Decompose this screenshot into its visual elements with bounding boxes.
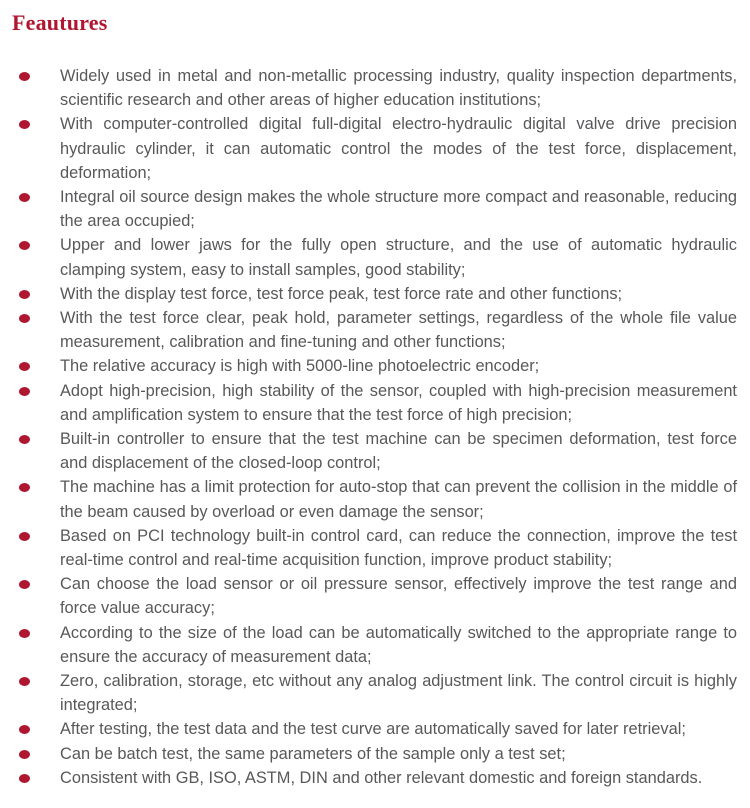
list-item xyxy=(10,112,737,185)
bullet-icon xyxy=(19,72,30,81)
list-item xyxy=(10,233,737,281)
bullet-icon xyxy=(19,193,30,202)
list-item-text: Built-in controller to ensure that the test machine can be specimen deformation, test force and displacement of the closed-loop control; xyxy=(60,430,737,473)
bullet-icon xyxy=(19,435,30,444)
bullet-icon xyxy=(19,677,30,686)
list-item-text: With the test force clear, peak hold, parameter settings, regardless of the whole file value measurement, calibration and fine-tuning and other functions; xyxy=(60,309,737,352)
bullet-icon xyxy=(19,774,30,783)
bullet-icon xyxy=(19,580,30,589)
list-item-text: The relative accuracy is high with 5000-line photoelectric encoder; xyxy=(60,357,540,376)
list-item-text: According to the size of the load can be automatically switched to the appropriate range to ensure the accuracy of measurement data; xyxy=(60,623,737,666)
list-item-text: Widely used in metal and non-metallic processing industry, quality inspection departments, scientific research and other areas of higher education institutions; xyxy=(60,67,737,110)
bullet-icon xyxy=(19,241,30,250)
list-item xyxy=(10,379,737,427)
list-item xyxy=(10,669,737,717)
list-item-text: Consistent with GB, ISO, ASTM, DIN and other relevant domestic and foreign standards. xyxy=(60,768,703,787)
list-item-text: With the display test force, test force peak, test force rate and other functions; xyxy=(60,284,623,303)
list-item-text: Zero, calibration, storage, etc without any analog adjustment link. The control circuit is highly integrated; xyxy=(60,672,737,715)
list-item xyxy=(10,354,737,378)
bullet-icon xyxy=(19,290,30,299)
list-item-text: Can be batch test, the same parameters of the sample only a test set; xyxy=(60,744,566,763)
bullet-icon xyxy=(19,387,30,396)
bullet-icon xyxy=(19,362,30,371)
list-item-text: After testing, the test data and the test curve are automatically saved for later retrieval; xyxy=(60,720,686,739)
page-title: Feautures xyxy=(12,10,108,35)
bullet-icon xyxy=(19,725,30,734)
list-item xyxy=(10,427,737,475)
list-item-text: Adopt high-precision, high stability of the sensor, coupled with high-precision measurement and amplification system to ensure that the test force of high precision; xyxy=(60,381,737,424)
bullet-icon xyxy=(19,120,30,129)
list-item xyxy=(10,524,737,572)
list-item xyxy=(10,742,737,766)
list-item xyxy=(10,621,737,669)
list-item xyxy=(10,717,737,741)
list-item xyxy=(10,475,737,523)
list-item-text: Upper and lower jaws for the fully open structure, and the use of automatic hydraulic clamping system, easy to install samples, good stability; xyxy=(60,236,737,279)
bullet-icon xyxy=(19,314,30,323)
bullet-icon xyxy=(19,750,30,759)
list-item xyxy=(10,766,737,790)
list-item xyxy=(10,64,737,112)
list-item-text: Based on PCI technology built-in control card, can reduce the connection, improve the test real-time control and real-time acquisition function, improve product stability; xyxy=(60,526,737,570)
bullet-icon xyxy=(19,483,30,492)
list-item-text: With computer-controlled digital full-digital electro-hydraulic digital valve drive precision hydraulic cylinder, it can automatic control the modes of the test force, displacement, deformation; xyxy=(60,115,737,182)
list-item-text: Integral oil source design makes the whole structure more compact and reasonable, reducing the area occupied; xyxy=(60,188,737,231)
bullet-icon xyxy=(19,532,30,541)
list-item-text: Can choose the load sensor or oil pressure sensor, effectively improve the test range and force value accuracy; xyxy=(60,575,737,618)
list-item xyxy=(10,282,737,306)
list-item xyxy=(10,185,737,233)
list-item xyxy=(10,306,737,354)
list-item xyxy=(10,572,737,620)
bullet-icon xyxy=(19,629,30,638)
list-item-text: The machine has a limit protection for auto-stop that can prevent the collision in the middle of the beam caused by overload or even damage the sensor; xyxy=(60,478,737,521)
features-list xyxy=(10,64,737,790)
